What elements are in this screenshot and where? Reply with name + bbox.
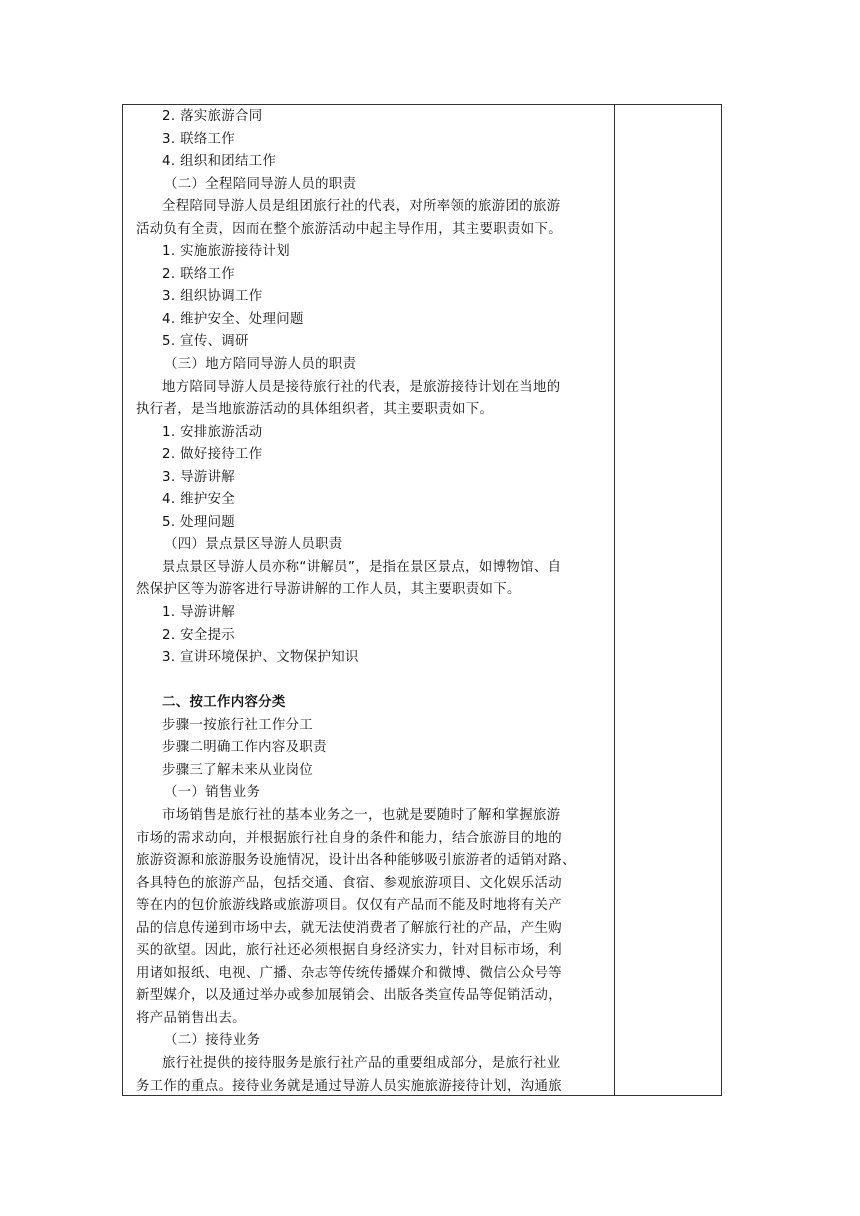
text-line: 务工作的重点。接待业务就是通过导游人员实施旅游接待计划，沟通旅 (136, 1078, 562, 1094)
text-line: 市场的需求动向，并根据旅行社自身的条件和能力，结合旅游目的地的 (136, 830, 562, 846)
text-line: 4. 组织和团结工作 (162, 154, 277, 170)
text-line: 等在内的包价旅游线路或旅游项目。仅仅有产品而不能及时地将有关产 (136, 898, 562, 914)
text-line: 2. 联络工作 (162, 266, 236, 282)
text-line: 5. 处理问题 (162, 514, 236, 530)
text-line: 1. 导游讲解 (162, 605, 236, 621)
text-line: 各具特色的旅游产品，包括交通、食宿、参观旅游项目、文化娱乐活动 (136, 875, 562, 891)
text-line: 买的欲望。因此，旅行社还必须根据自身经济实力，针对目标市场，利 (136, 943, 562, 959)
text-line: 全程陪同导游人员是组团旅行社的代表，对所率领的旅游团的旅游 (162, 199, 561, 215)
text-line: （二）接待业务 (164, 1033, 261, 1049)
text-line: 1. 实施旅游接待计划 (162, 244, 291, 260)
text-line: 旅行社提供的接待服务是旅行社产品的重要组成部分，是旅行社业 (162, 1055, 561, 1071)
text-line: 品的信息传递到市场中去，就无法使消费者了解旅行社的产品，产生购 (136, 920, 562, 936)
text-line: 旅游资源和旅游服务设施情况，设计出各种能够吸引旅游者的适销对路、 (136, 853, 576, 869)
text-line: 市场销售是旅行社的基本业务之一，也就是要随时了解和掌握旅游 (162, 807, 561, 823)
main-text-cell (136, 106, 609, 1098)
text-line: 新型媒介，以及通过举办或参加展销会、出版各类宣传品等促销活动， (136, 988, 562, 1004)
text-line: 地方陪同导游人员是接待旅行社的代表，是旅游接待计划在当地的 (162, 379, 561, 395)
text-line: 活动负有全责，因而在整个旅游活动中起主导作用，其主要职责如下。 (136, 221, 562, 237)
text-line: 然保护区等为游客进行导游讲解的工作人员，其主要职责如下。 (136, 582, 521, 598)
text-line: 2. 落实旅游合同 (162, 109, 263, 124)
text-line: 3. 导游讲解 (162, 469, 236, 485)
text-line: 2. 安全提示 (162, 627, 236, 643)
text-line: 2. 做好接待工作 (162, 447, 263, 463)
text-line: 3. 组织协调工作 (162, 289, 263, 305)
blank-line (136, 670, 609, 693)
content-table (122, 104, 722, 1096)
section-heading: 二、按工作内容分类 (162, 695, 286, 711)
text-line: 1. 安排旅游活动 (162, 424, 263, 440)
text-line: （四）景点景区导游人员职责 (164, 537, 343, 553)
text-line: （一）销售业务 (164, 785, 261, 801)
text-line: 将产品销售出去。 (136, 1010, 246, 1026)
text-line: 景点景区导游人员亦称“讲解员”，是指在景区景点，如博物馆、自 (162, 559, 562, 575)
notes-cell (615, 105, 721, 1095)
text-line: 步骤二明确工作内容及职责 (162, 740, 327, 756)
text-line: 4. 维护安全、处理问题 (162, 311, 304, 327)
text-line: 3. 宣讲环境保护、文物保护知识 (162, 650, 359, 666)
text-line: 3. 联络工作 (162, 131, 236, 147)
text-line: （二）全程陪同导游人员的职责 (164, 176, 357, 192)
text-line: （三）地方陪同导游人员的职责 (164, 357, 357, 373)
text-line: 步骤三了解未来从业岗位 (162, 762, 314, 778)
text-line: 4. 维护安全 (162, 492, 236, 508)
text-line: 执行者，是当地旅游活动的具体组织者，其主要职责如下。 (136, 402, 494, 418)
text-line: 用诸如报纸、电视、广播、杂志等传统传播媒介和微博、微信公众号等 (136, 965, 562, 981)
text-line: 步骤一按旅行社工作分工 (162, 717, 314, 733)
text-line: 5. 宣传、调研 (162, 334, 249, 350)
